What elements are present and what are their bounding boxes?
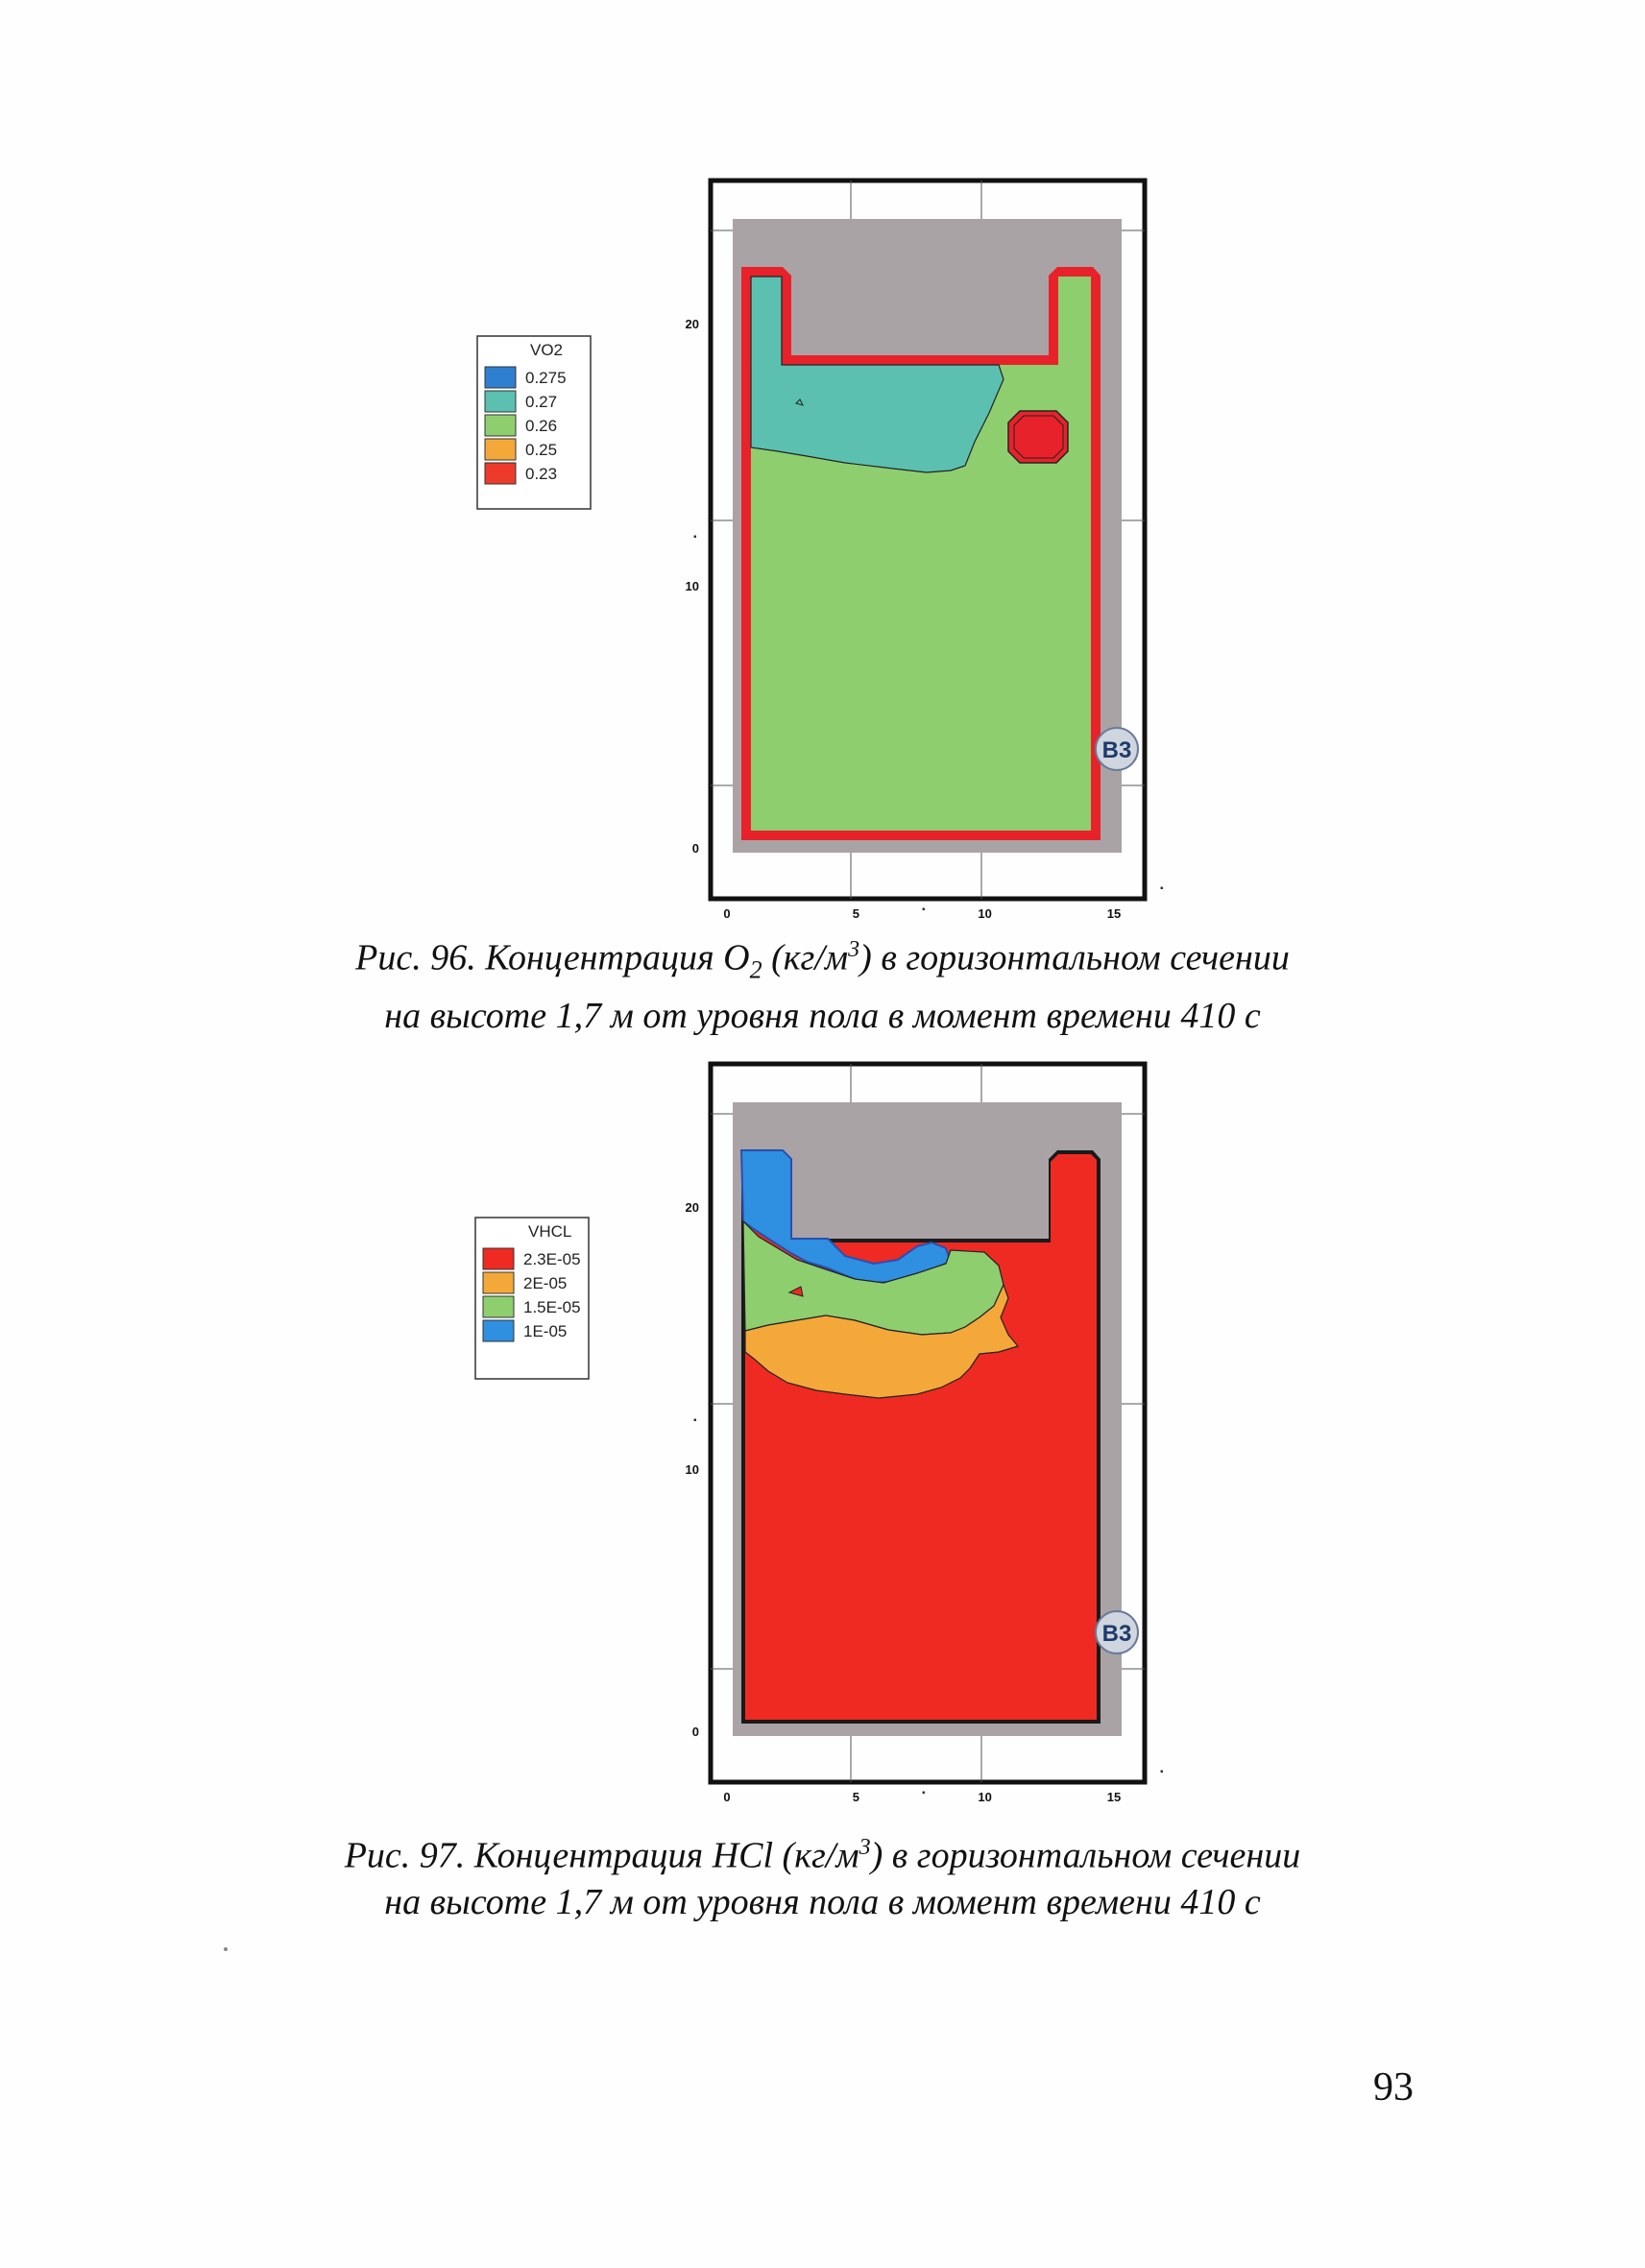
caption-superscript: 3 <box>859 1835 871 1860</box>
legend-vhcl <box>475 1218 589 1379</box>
x-tick-label: 0 <box>723 1790 731 1804</box>
legend-label: 0.25 <box>525 441 558 459</box>
legend-vo2 <box>477 336 591 509</box>
x-axis-arrow: ▪ <box>1160 883 1164 894</box>
caption-line-2: на высоте 1,7 м от уровня пола в момент времени 410 с <box>384 996 1261 1037</box>
legend-swatch <box>483 1296 514 1317</box>
y-tick-label: 20 <box>685 1200 699 1215</box>
caption-line-2: на высоте 1,7 м от уровня пола в момент времени 410 с <box>384 1881 1261 1922</box>
legend-swatch <box>485 367 516 388</box>
b3-marker <box>1096 1611 1138 1653</box>
y-axis-mark: ▪ <box>693 1415 697 1426</box>
x-tick-label: 10 <box>978 1790 992 1804</box>
caption-text: ) в горизонтальном сечении <box>859 937 1290 978</box>
hot-spot <box>1008 411 1068 463</box>
legend-label: 1.5E-05 <box>523 1298 581 1316</box>
figure-96-caption <box>0 927 1645 1039</box>
legend-label: 0.275 <box>525 369 567 387</box>
legend-swatch <box>483 1320 514 1341</box>
caption-superscript: 3 <box>848 937 860 962</box>
x-tick-label: 5 <box>852 906 859 921</box>
y-tick-label: 10 <box>685 1462 699 1477</box>
y-tick-label: 0 <box>691 1725 699 1739</box>
caption-text: Рис. 97. Концентрация HCl (кг/м <box>344 1835 859 1876</box>
figure-97-plot <box>0 1047 1645 1804</box>
y-tick-label: 20 <box>685 317 699 331</box>
caption-subscript: 2 <box>749 955 762 984</box>
x-tick-label: 10 <box>978 906 992 921</box>
figure-97-caption <box>0 1824 1645 1925</box>
legend-swatch <box>485 439 516 460</box>
page-number: 93 <box>1373 2065 1414 2110</box>
x-tick-label: 15 <box>1106 906 1122 921</box>
legend-label: 2E-05 <box>523 1274 568 1292</box>
x-axis-mark: ▪ <box>922 905 926 915</box>
legend-label: 1E-05 <box>523 1322 568 1340</box>
legend-title: VHCL <box>528 1222 572 1241</box>
legend-label: 0.27 <box>525 393 558 411</box>
legend-label: 0.26 <box>525 417 558 435</box>
figure-96-plot <box>0 163 1645 921</box>
legend-label: 0.23 <box>525 465 558 483</box>
caption-text: (кг/м <box>762 937 849 978</box>
legend-swatch <box>485 415 516 436</box>
legend-title: VO2 <box>530 341 564 359</box>
caption-text: Рис. 96. Концентрация O <box>355 937 750 978</box>
legend-entries <box>485 367 567 484</box>
legend-swatch <box>485 463 516 484</box>
x-tick-label: 5 <box>852 1790 859 1804</box>
legend-swatch <box>483 1248 514 1269</box>
x-axis-mark: ▪ <box>922 1788 926 1798</box>
y-tick-label: 0 <box>691 841 699 856</box>
y-axis-mark: ▪ <box>693 532 697 543</box>
x-axis-arrow: ▪ <box>1160 1767 1164 1777</box>
caption-text: ) в горизонтальном сечении <box>870 1835 1301 1876</box>
scan-speck <box>224 1947 228 1951</box>
x-tick-label: 0 <box>723 906 731 921</box>
b3-marker <box>1096 728 1138 770</box>
y-tick-label: 10 <box>685 579 699 593</box>
legend-swatch <box>485 391 516 412</box>
legend-swatch <box>483 1272 514 1293</box>
svg-text:B3: B3 <box>1101 737 1132 763</box>
legend-label: 2.3E-05 <box>523 1250 581 1268</box>
svg-text:B3: B3 <box>1101 1621 1132 1647</box>
x-tick-label: 15 <box>1106 1790 1122 1804</box>
